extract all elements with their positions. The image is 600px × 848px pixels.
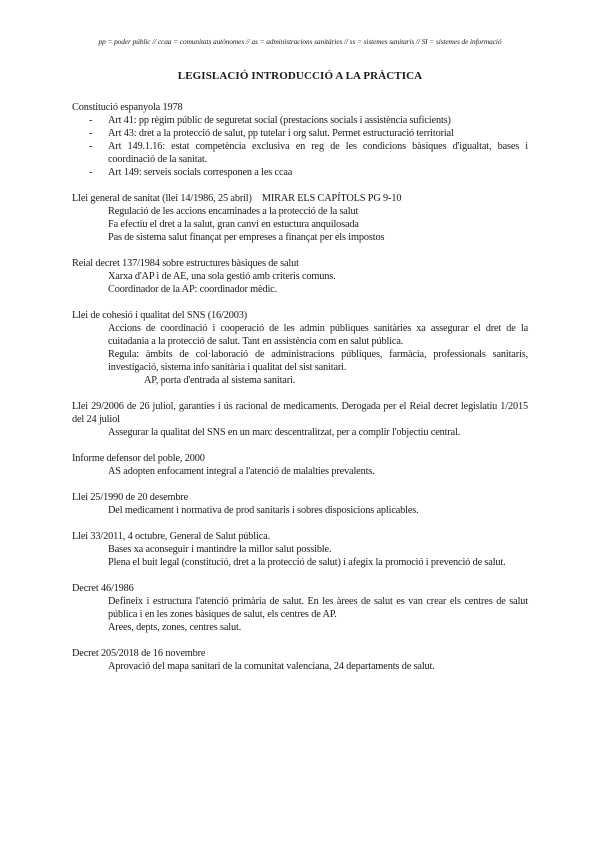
section-heading: Reial decret 137/1984 sobre estructures bàsiques de salut bbox=[72, 258, 299, 269]
section-line: Plena el buit legal (constitució, dret a la protecció de salut) i afegix la promoció i prevenció de salut. bbox=[108, 557, 506, 568]
section-line: Arees, depts, zones, centres salut. bbox=[108, 622, 242, 633]
section-line: Defineix i estructura l'atenció primària de salut. En les àrees de salut es van crear els centres de salut pública i en les zones bàsiques de salut, els centres de AP. bbox=[108, 596, 528, 620]
section-heading: Constitució espanyola 1978 bbox=[72, 102, 183, 113]
list-item: - Art 149: serveis socials corresponen a les ccaa bbox=[89, 166, 528, 179]
section-heading: Decret 205/2018 de 16 novembre bbox=[72, 648, 206, 659]
abbreviations-header: pp = poder públic // ccaa = comunitats autònomes // as = administracions sanitàries // ss = sistemes sanitaris // SI = sistemes de informació bbox=[98, 37, 502, 46]
section-heading: Llei 29/2006 de 26 juliol, garanties i ús racional de medicaments. Derogada per el Reial decret legislatiu 1/2015 del 24 juliol bbox=[72, 401, 528, 425]
section-llei-25-1990 bbox=[72, 491, 528, 517]
section-line: Assegurar la qualitat del SNS en un marc descentralitzat, per a complir l'objectiu central. bbox=[108, 427, 461, 438]
section-line: Regulació de les accions encaminades a la protecció de la salut bbox=[108, 206, 359, 217]
section-reial-decret-137 bbox=[72, 257, 528, 296]
section-subline: AP, porta d'entrada al sistema sanitari. bbox=[144, 375, 296, 386]
section-line: Fa efectiu el dret a la salut, gran canvi en estuctura anquilosada bbox=[108, 219, 359, 230]
section-heading: Decret 46/1986 bbox=[72, 583, 134, 594]
section-line: Del medicament i normativa de prod sanitaris i sobres disposicions aplicables. bbox=[108, 505, 419, 516]
section-line: Pas de sistema salut finançat per empreses a finançat per els impostos bbox=[108, 232, 385, 243]
section-llei-33-2011 bbox=[72, 530, 528, 569]
section-line: Xarxa d'AP i de AE, una sola gestió amb criteris comuns. bbox=[108, 271, 336, 282]
section-line: Regula: àmbits de col·laboració de administracions públiques, farmàcia, professionals sanitaris, investigació, sistema info sanitària i qualitat del sist sanitari. bbox=[108, 349, 528, 373]
section-line: Coordinador de la AP: coordinador mèdic. bbox=[108, 284, 278, 295]
document-body bbox=[72, 101, 528, 686]
list-item: - Art 149.1.16: estat competència exclusiva en reg de les condicions bàsiques d'igualtat, bases i coordinació de la sanitat. bbox=[89, 140, 528, 166]
section-line: Bases xa aconseguir i mantindre la millor salut possible. bbox=[108, 544, 332, 555]
section-heading bbox=[72, 192, 528, 205]
section-llei-29-2006 bbox=[72, 400, 528, 439]
section-note: MIRAR ELS CAPÍTOLS PG 9-10 bbox=[261, 193, 402, 204]
list-item: - Art 43: dret a la protecció de salut, pp tutelar i org salut. Permet estructuració territorial bbox=[89, 127, 528, 140]
page-title: LEGISLACIÓ INTRODUCCIÓ A LA PRÀCTICA bbox=[177, 70, 423, 82]
article-list bbox=[72, 114, 528, 179]
section-decret-205-2018 bbox=[72, 647, 528, 673]
section-llei-cohesio bbox=[72, 309, 528, 387]
list-item: - Art 41: pp règim públic de seguretat social (prestacions socials i assistència suficients) bbox=[89, 114, 528, 127]
section-constitucio bbox=[72, 101, 528, 179]
section-line: Accions de coordinació i cooperació de les admin públiques sanitàries xa assegurar el dret de la cuitadania a la protecció de salut. Tant en assistència com en salut pública. bbox=[108, 323, 528, 347]
section-informe-defensor bbox=[72, 452, 528, 478]
section-heading: Llei 25/1990 de 20 desembre bbox=[72, 492, 189, 503]
section-line: AS adopten enfocament integral a l'atenció de malalties prevalents. bbox=[108, 466, 375, 477]
section-heading-text: Llei general de sanitat (llei 14/1986, 25 abril) bbox=[72, 193, 252, 204]
section-decret-46-1986 bbox=[72, 582, 528, 634]
section-heading: Llei de cohesió i qualitat del SNS (16/2003) bbox=[72, 310, 247, 321]
section-heading: Llei 33/2011, 4 octubre, General de Salut pública. bbox=[72, 531, 270, 542]
section-llei-general-sanitat bbox=[72, 192, 528, 244]
section-line: Aprovació del mapa sanitari de la comunitat valenciana, 24 departaments de salut. bbox=[108, 661, 435, 672]
section-heading: Informe defensor del poble, 2000 bbox=[72, 453, 205, 464]
